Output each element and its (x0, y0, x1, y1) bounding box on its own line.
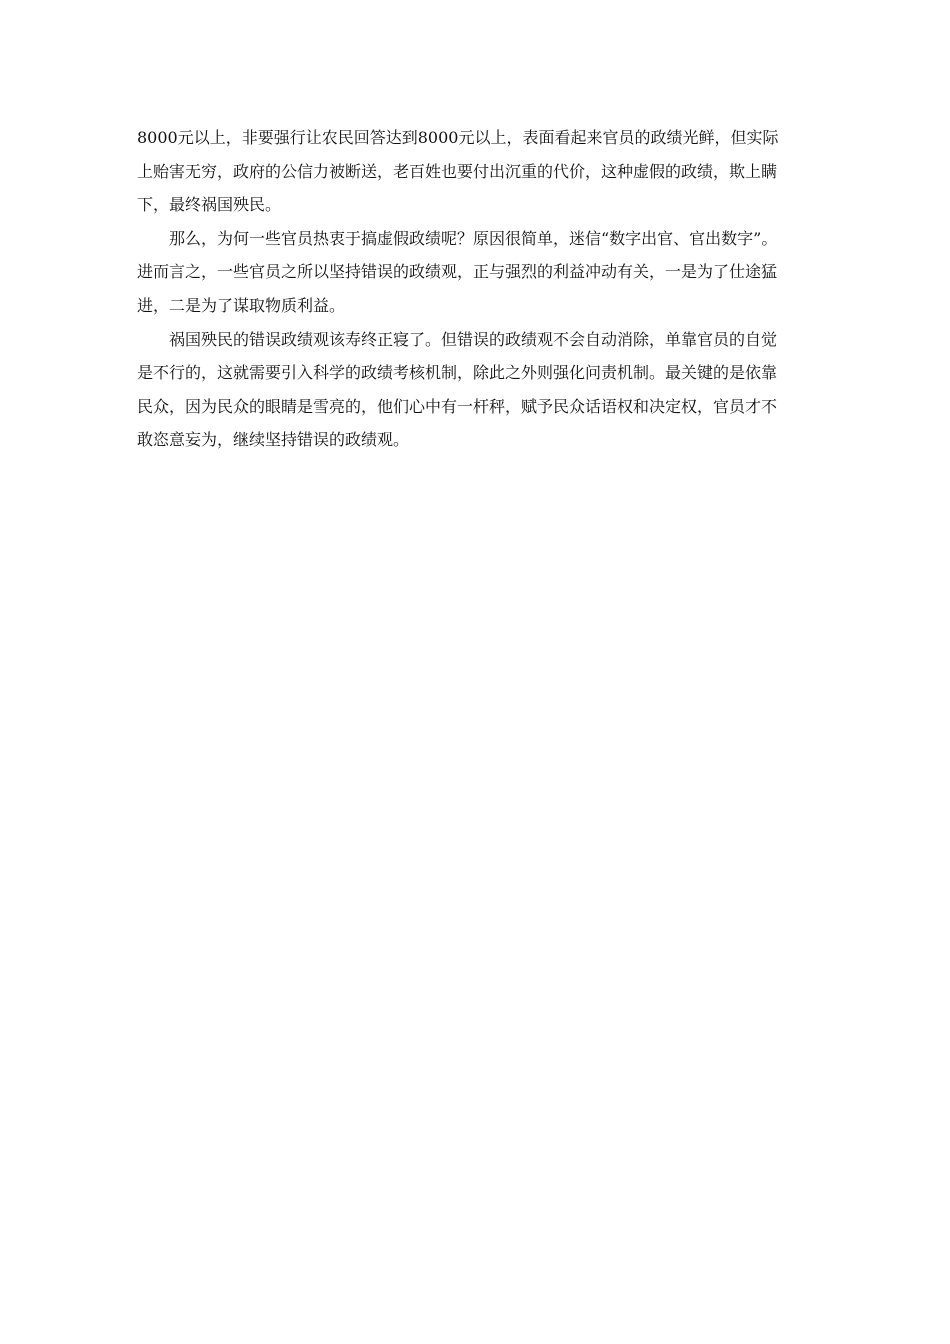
paragraph-line (137, 356, 827, 390)
line-text: 下，最终祸国殃民。 (137, 195, 282, 215)
line-text: 敢恣意妄为，继续坚持错误的政绩观。 (137, 430, 410, 450)
paragraph-3 (137, 323, 827, 457)
line-text: 上贻害无穷，政府的公信力被断送，老百姓也要付出沉重的代价，这种虚假的政绩，欺上瞒 (137, 161, 778, 181)
body-text (137, 121, 827, 457)
paragraph-2 (137, 222, 827, 323)
paragraph-line (137, 423, 827, 457)
paragraph-line (137, 222, 827, 256)
paragraph-line (137, 289, 827, 323)
line-text: 祸国殃民的错误政绩观该寿终正寝了。但错误的政绩观不会自动消除，单靠官员的自觉 (169, 329, 778, 349)
paragraph-line (137, 390, 827, 424)
paragraph-line (137, 155, 827, 189)
paragraph-line (137, 121, 827, 155)
line-text: 进，二是为了谋取物质利益。 (137, 295, 346, 315)
paragraph-line (137, 188, 827, 222)
line-text: 民众，因为民众的眼睛是雪亮的，他们心中有一杆秤，赋予民众话语权和决定权，官员才不 (137, 396, 778, 416)
line-text: 进而言之，一些官员之所以坚持错误的政绩观，正与强烈的利益冲动有关，一是为了仕途猛 (137, 262, 778, 282)
line-text: 是不行的，这就需要引入科学的政绩考核机制，除此之外则强化问责机制。最关键的是依靠 (137, 363, 778, 383)
line-text: 8000元以上，非要强行让农民回答达到8000元以上，表面看起来官员的政绩光鲜，但实际 (137, 128, 779, 147)
paragraph-line (137, 323, 827, 357)
paragraph-line (137, 255, 827, 289)
line-text: 那么，为何一些官员热衷于搞虚假政绩呢？原因很简单，迷信“数字出官、官出数字”。 (169, 228, 778, 248)
paragraph-1 (137, 121, 827, 222)
